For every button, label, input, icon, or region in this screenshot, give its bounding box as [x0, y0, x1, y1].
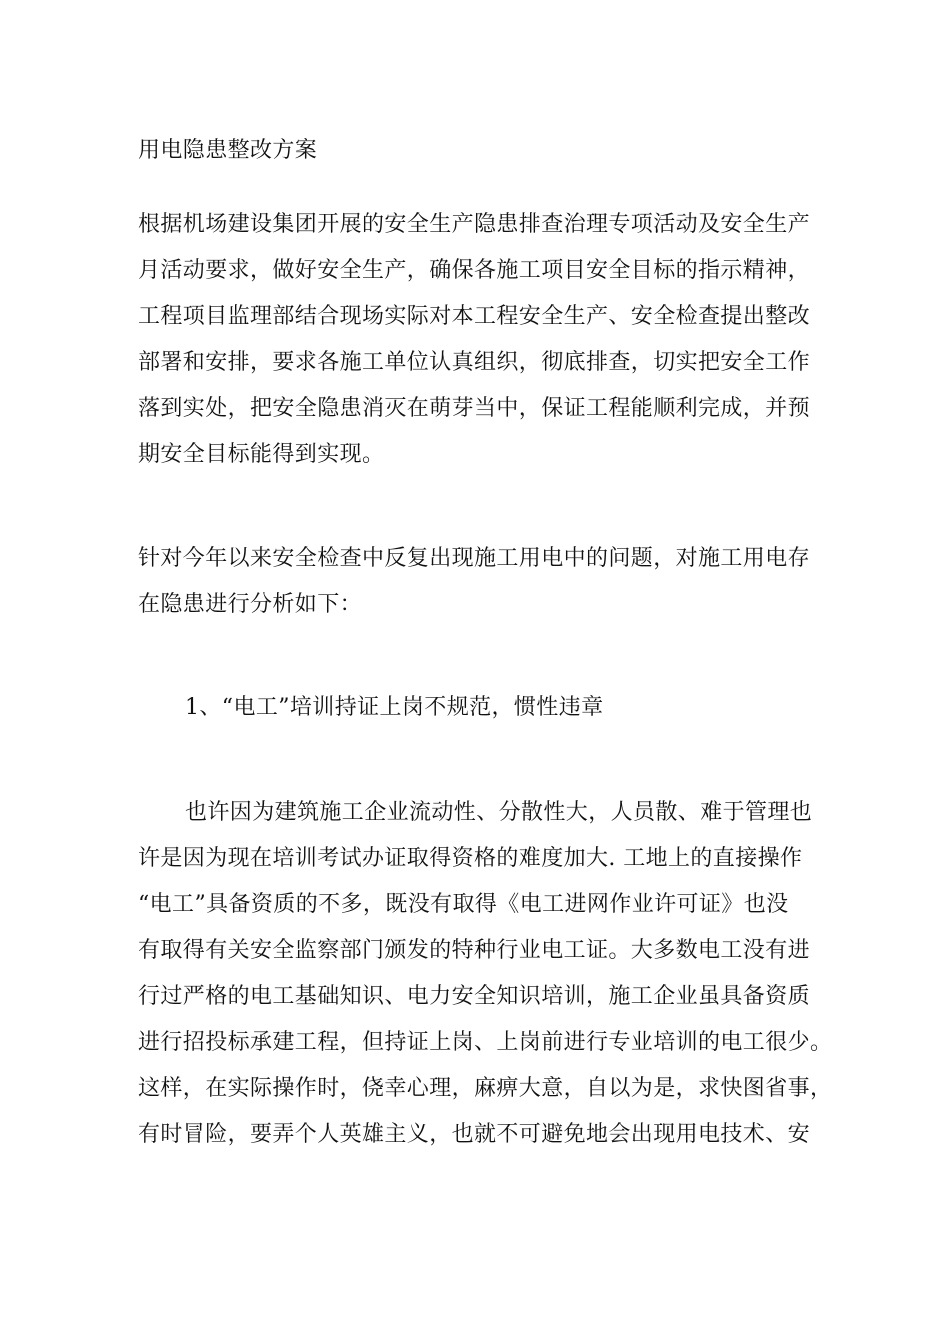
- paragraph-3-line: “电工”具备资质的不多，既没有取得《电工进网作业许可证》也没: [138, 892, 789, 917]
- paragraph-3-line: 也许因为建筑施工企业流动性、分散性大，人员散、难于管理也: [185, 800, 813, 825]
- paragraph-3-line: 进行招投标承建工程，但持证上岗、上岗前进行专业培训的电工很少。: [138, 1030, 833, 1055]
- paragraph-3-line: 有时冒险，要弄个人英雄主义，也就不可避免地会出现用电技术、安: [138, 1122, 811, 1147]
- paragraph-1-line: 落到实处，把安全隐患消灭在萌芽当中，保证工程能顺利完成，并预: [138, 396, 811, 421]
- paragraph-1-line: 根据机场建设集团开展的安全生产隐患排查治理专项活动及安全生产: [138, 212, 811, 237]
- document-title: 用电隐患整改方案: [138, 138, 318, 163]
- paragraph-2-line: 在隐患进行分析如下：: [138, 592, 363, 617]
- paragraph-1-line: 部署和安排，要求各施工单位认真组织，彻底排查，切实把安全工作: [138, 350, 811, 375]
- paragraph-1-line: 期安全目标能得到实现。: [138, 442, 385, 467]
- paragraph-3-line: 许是因为现在培训考试办证取得资格的难度加大. 工地上的直接操作: [138, 846, 803, 871]
- paragraph-2-line: 针对今年以来安全检查中反复出现施工用电中的问题，对施工用电存: [138, 546, 811, 571]
- paragraph-1-line: 工程项目监理部结合现场实际对本工程安全生产、安全检查提出整改: [138, 304, 811, 329]
- paragraph-3-line: 有取得有关安全监察部门颁发的特种行业电工证。大多数电工没有进: [138, 938, 811, 963]
- paragraph-3-line: 这样，在实际操作时，侥幸心理，麻痹大意，自以为是，求快图省事，: [138, 1076, 833, 1101]
- paragraph-3-line: 行过严格的电工基础知识、电力安全知识培训，施工企业虽具备资质: [138, 984, 811, 1009]
- paragraph-1-line: 月活动要求，做好安全生产，确保各施工项目安全目标的指示精神，: [138, 258, 811, 283]
- section-heading-1: 1、“电工”培训持证上岗不规范，惯性违章: [185, 695, 604, 720]
